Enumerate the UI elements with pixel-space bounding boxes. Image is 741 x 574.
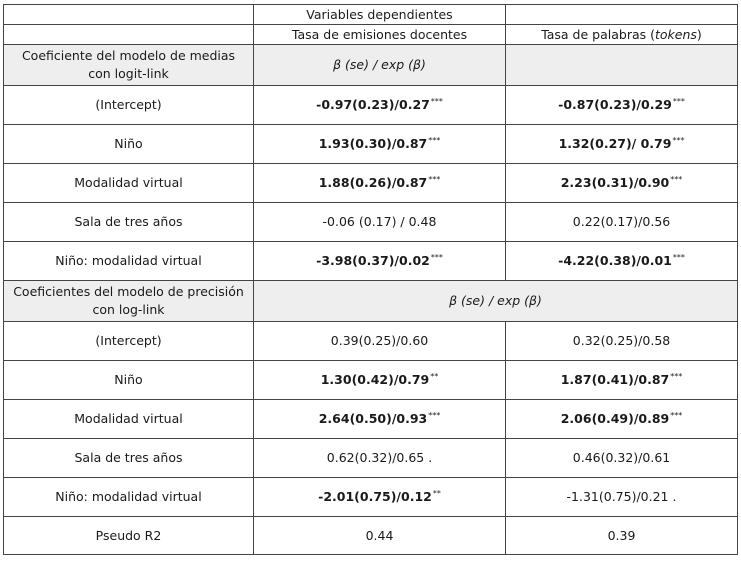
significance-stars: ***	[670, 175, 683, 184]
significance-stars: ***	[428, 175, 441, 184]
value-cell: -1.31(0.75)/0.21 .	[506, 478, 738, 517]
column-header-suffix: )	[696, 26, 702, 42]
row-label: Sala de tres años	[4, 439, 254, 478]
table-row	[4, 164, 738, 203]
precision-section-header	[4, 281, 738, 322]
precision-section-title	[4, 281, 254, 322]
value-cell: 1.93(0.30)/0.87***	[254, 125, 506, 164]
value-cell: -2.01(0.75)/0.12**	[254, 478, 506, 517]
significance-stars: ***	[672, 136, 685, 145]
value-cell: -4.22(0.38)/0.01***	[506, 242, 738, 281]
value-cell: 2.06(0.49)/0.89***	[506, 400, 738, 439]
significance-stars: ***	[430, 253, 443, 262]
significance-stars: ***	[670, 372, 683, 381]
value-cell: 1.32(0.27)/ 0.79***	[506, 125, 738, 164]
header-empty-cell	[4, 25, 254, 45]
significance-stars: ***	[672, 97, 685, 106]
significance-stars: ***	[430, 97, 443, 106]
precision-metric-label: β (se) / exp (β)	[254, 281, 738, 322]
value-cell: 0.46(0.32)/0.61	[506, 439, 738, 478]
row-label: Niño	[4, 125, 254, 164]
row-label: Niño: modalidad virtual	[4, 242, 254, 281]
table-row	[4, 125, 738, 164]
header-row-columns	[4, 25, 738, 45]
row-label: Modalidad virtual	[4, 164, 254, 203]
value-cell: 2.23(0.31)/0.90***	[506, 164, 738, 203]
significance-stars: **	[430, 372, 439, 381]
row-label: Niño: modalidad virtual	[4, 478, 254, 517]
value-cell: 0.39(0.25)/0.60	[254, 322, 506, 361]
value-cell: 0.44	[254, 517, 506, 555]
significance-stars: ***	[428, 136, 441, 145]
mean-section-title-line1: Coeficiente del modelo de medias	[21, 48, 236, 63]
value-cell: -0.97(0.23)/0.27***	[254, 86, 506, 125]
column-header-palabras	[506, 25, 738, 45]
value-cell: 0.22(0.17)/0.56	[506, 203, 738, 242]
value-cell: -3.98(0.37)/0.02***	[254, 242, 506, 281]
significance-stars: **	[432, 489, 441, 498]
row-label: Modalidad virtual	[4, 400, 254, 439]
row-label: (Intercept)	[4, 86, 254, 125]
row-label: Sala de tres años	[4, 203, 254, 242]
row-label: Niño	[4, 361, 254, 400]
mean-section-title-line2: con logit-link	[88, 66, 169, 81]
value-cell: 1.87(0.41)/0.87***	[506, 361, 738, 400]
mean-metric-label: β (se) / exp (β)	[254, 45, 506, 86]
value-cell: -0.87(0.23)/0.29***	[506, 86, 738, 125]
value-cell: 1.30(0.42)/0.79**	[254, 361, 506, 400]
precision-section-title-line1: Coeficientes del modelo de precisión	[13, 284, 244, 299]
significance-stars: ***	[428, 411, 441, 420]
table-row	[4, 361, 738, 400]
row-label: Pseudo R2	[4, 517, 254, 555]
table-row	[4, 400, 738, 439]
header-empty-cell	[506, 5, 738, 25]
value-cell: 0.62(0.32)/0.65 .	[254, 439, 506, 478]
mean-section-title	[4, 45, 254, 86]
table-row	[4, 86, 738, 125]
column-header-italic: tokens	[654, 26, 697, 42]
significance-stars: ***	[672, 253, 685, 262]
value-cell: 0.32(0.25)/0.58	[506, 322, 738, 361]
significance-stars: ***	[670, 411, 683, 420]
value-cell: 2.64(0.50)/0.93***	[254, 400, 506, 439]
table-row	[4, 322, 738, 361]
column-header-prefix: Tasa de palabras (	[541, 26, 655, 42]
pseudo-r2-row	[4, 517, 738, 555]
table-row	[4, 439, 738, 478]
header-empty-cell	[4, 5, 254, 25]
table-row	[4, 242, 738, 281]
header-group-label: Variables dependientes	[254, 5, 506, 25]
regression-results-table	[3, 4, 738, 555]
value-cell: 0.39	[506, 517, 738, 555]
row-label: (Intercept)	[4, 322, 254, 361]
column-header-emisiones: Tasa de emisiones docentes	[254, 25, 506, 45]
value-cell: 1.88(0.26)/0.87***	[254, 164, 506, 203]
table-row	[4, 203, 738, 242]
table-row	[4, 478, 738, 517]
mean-section-empty	[506, 45, 738, 86]
mean-section-header	[4, 45, 738, 86]
header-row-group	[4, 5, 738, 25]
value-cell: -0.06 (0.17) / 0.48	[254, 203, 506, 242]
precision-section-title-line2: con log-link	[92, 302, 165, 317]
